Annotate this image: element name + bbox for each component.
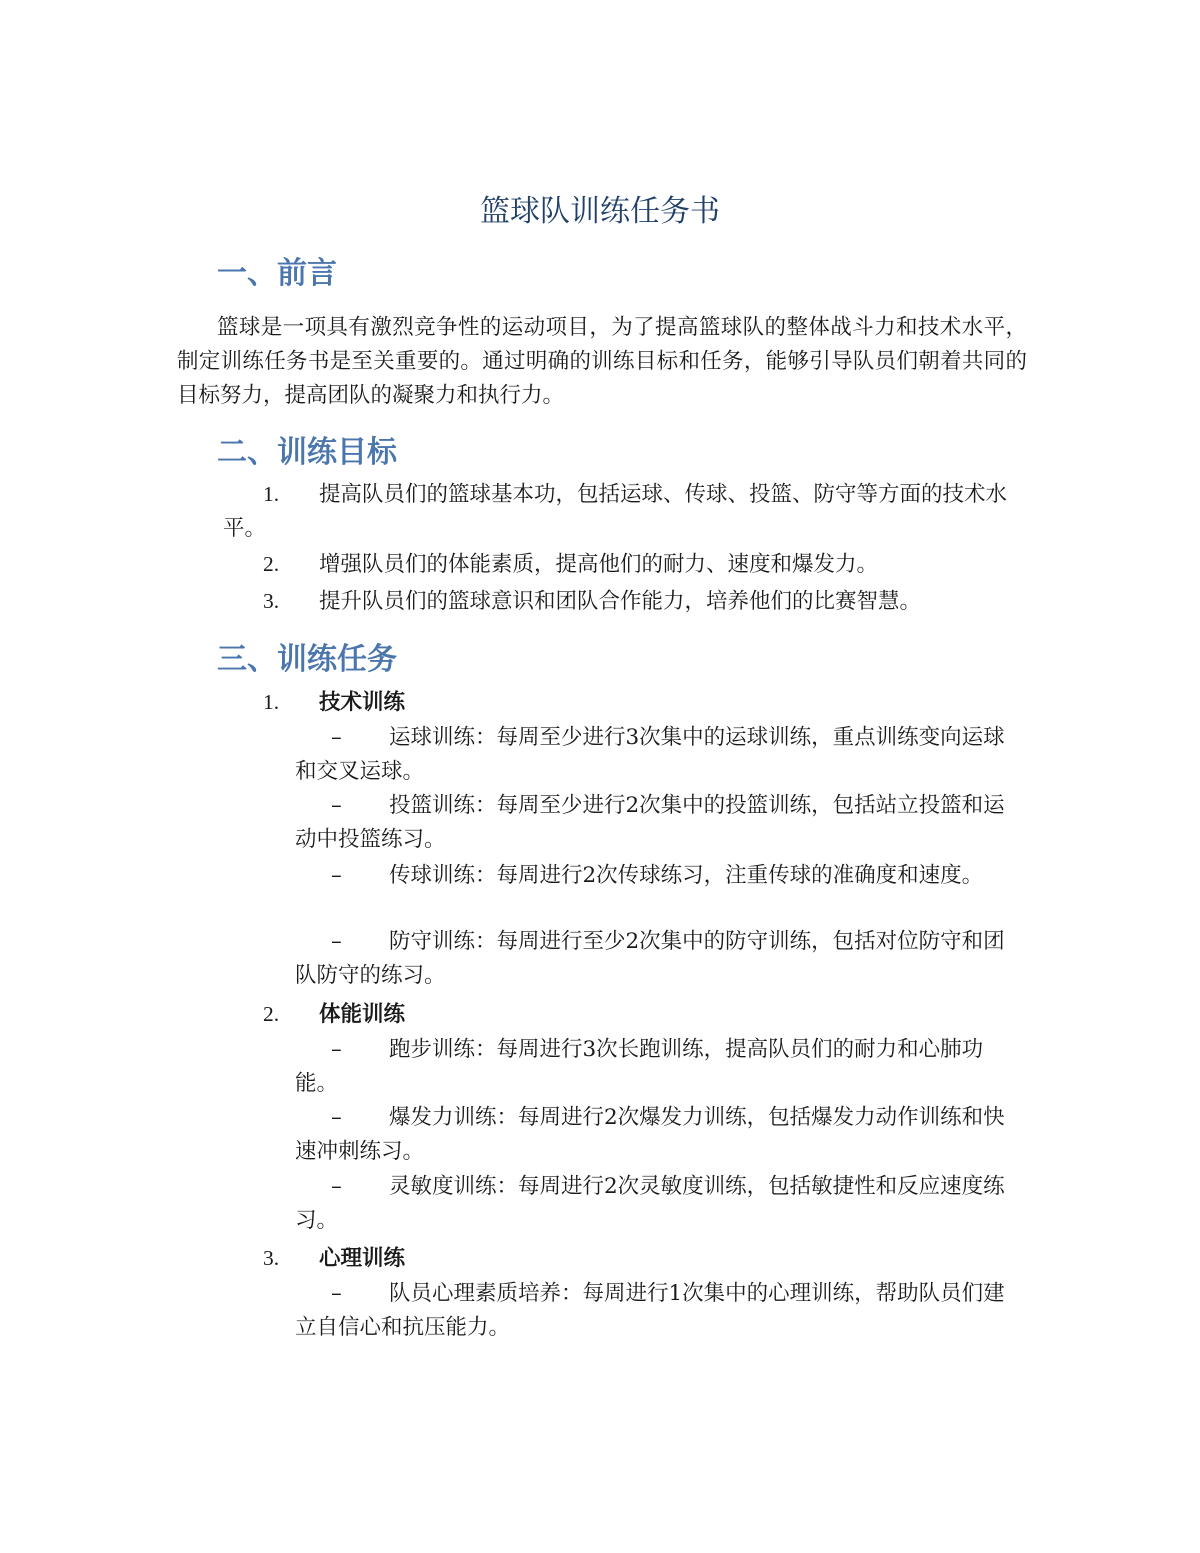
task-item-text: 跑步训练：每周进行3次长跑训练，提高队员们的耐力和心肺功能。: [295, 1037, 984, 1096]
task-item-text: 运球训练：每周至少进行3次集中的运球训练，重点训练变向运球和交叉运球。: [295, 725, 1005, 784]
task-item-text: 投篮训练：每周至少进行2次集中的投篮训练，包括站立投篮和运动中投篮练习。: [295, 793, 1005, 852]
task-group-number: 3.: [263, 1246, 280, 1270]
task-item: [295, 1033, 1017, 1101]
task-group-heading: [263, 1241, 405, 1276]
document-title: 篮球队训练任务书: [480, 194, 720, 229]
task-item-text: 防守训练：每周进行至少2次集中的防守训练，包括对位防守和团队防守的练习。: [295, 929, 1005, 988]
task-item: [295, 1277, 1017, 1345]
task-item: [295, 925, 1017, 993]
task-item: [295, 859, 1017, 893]
dash-marker: –: [331, 1105, 342, 1130]
goal-text: 提升队员们的篮球意识和团队合作能力，培养他们的比赛智慧。: [319, 589, 922, 614]
dash-marker: –: [331, 929, 342, 954]
goal-number: 2.: [263, 552, 280, 576]
goal-item: [223, 477, 1028, 546]
task-group-heading: [263, 685, 405, 720]
goal-item: [223, 547, 1028, 582]
goal-number: 1.: [263, 482, 280, 506]
goal-text: 提高队员们的篮球基本功，包括运球、传球、投篮、防守等方面的技术水平。: [223, 482, 1008, 541]
dash-marker: –: [331, 1037, 342, 1062]
task-group-heading: [263, 997, 405, 1032]
dash-marker: –: [331, 1174, 342, 1199]
dash-marker: –: [331, 725, 342, 750]
goal-number: 3.: [263, 589, 280, 613]
task-item: [295, 1101, 1017, 1169]
dash-marker: –: [331, 793, 342, 818]
task-item: [295, 1170, 1017, 1238]
goal-item: [223, 584, 1028, 619]
task-group-number: 2.: [263, 1002, 280, 1026]
task-group-label: 体能训练: [319, 1002, 406, 1027]
task-item-text: 灵敏度训练：每周进行2次灵敏度训练，包括敏捷性和反应速度练习。: [295, 1174, 1005, 1233]
task-item: [295, 789, 1017, 857]
task-item: [295, 721, 1017, 789]
goal-text: 增强队员们的体能素质，提高他们的耐力、速度和爆发力。: [319, 552, 879, 577]
goals-heading: 二、训练目标: [217, 435, 397, 470]
dash-marker: –: [331, 863, 342, 888]
task-item-text: 爆发力训练：每周进行2次爆发力训练，包括爆发力动作训练和快速冲刺练习。: [295, 1105, 1005, 1164]
task-group-number: 1.: [263, 690, 280, 714]
preface-heading: 一、前言: [217, 256, 337, 291]
task-item-text: 队员心理素质培养：每周进行1次集中的心理训练，帮助队员们建立自信心和抗压能力。: [295, 1281, 1005, 1340]
task-group-label: 心理训练: [319, 1246, 406, 1271]
preface-paragraph: 篮球是一项具有激烈竞争性的运动项目，为了提高篮球队的整体战斗力和技术水平，制定训练任务书是至关重要的。通过明确的训练目标和任务，能够引导队员们朝着共同的目标努力，提高团队的凝聚力和执行力。: [177, 315, 1027, 408]
dash-marker: –: [331, 1281, 342, 1306]
task-group-label: 技术训练: [319, 690, 406, 715]
tasks-heading: 三、训练任务: [217, 642, 397, 677]
task-item-text: 传球训练：每周进行2次传球练习，注重传球的准确度和速度。: [389, 863, 984, 888]
